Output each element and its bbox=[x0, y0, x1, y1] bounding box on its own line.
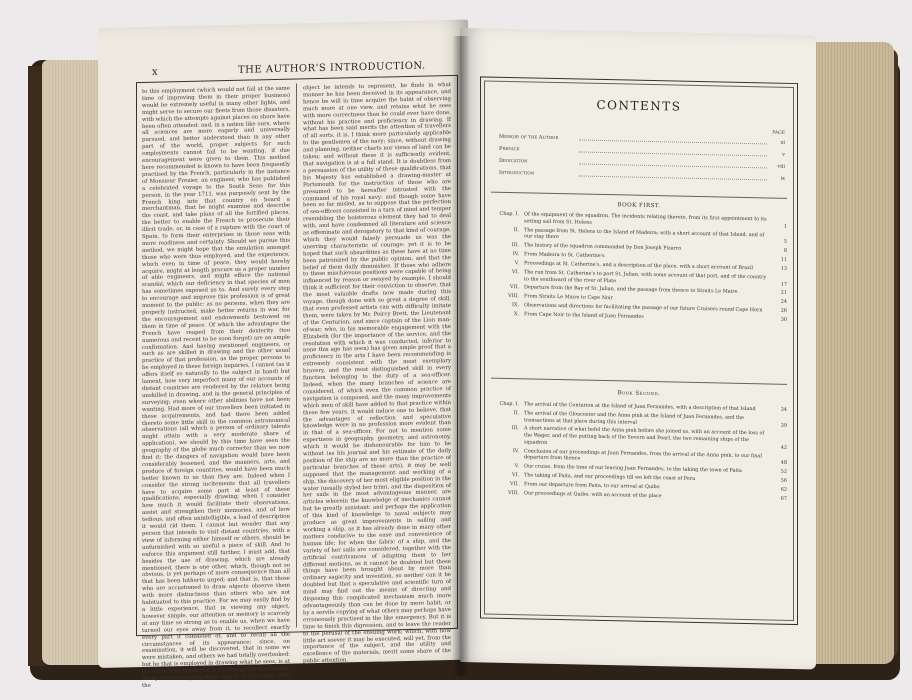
chapter-number: III. bbox=[511, 242, 519, 249]
chapter-page: 52 bbox=[780, 469, 787, 476]
chapter-title: Our proceedings at Quibo, with an account of the place bbox=[524, 490, 662, 500]
chapter-title: A short narrative of what befel the Anna pink before she joined us, with an account of the loss of the Wager, and of the putting back of the Severn and Pearl, the two remaining ships of the squadron bbox=[524, 425, 765, 446]
text-frame bbox=[136, 75, 458, 689]
chapter-number: VII. bbox=[510, 481, 519, 488]
chapter-page: 21 bbox=[780, 290, 787, 297]
leader-dots bbox=[579, 139, 767, 144]
chapter-title: The passage from St. Helens to the Island of Madeira; with a short account of that Island, and of our stay there bbox=[524, 226, 765, 241]
chapter-page: 39 bbox=[780, 422, 787, 429]
front-matter-list bbox=[499, 132, 785, 186]
book-two-heading: Book Second. bbox=[617, 390, 661, 398]
leader-dots bbox=[579, 151, 767, 156]
chapter-title: From Madeira to St. Catherine's bbox=[524, 251, 605, 260]
chapter-title: From Straits Le Maire to Cape Noir bbox=[524, 293, 613, 302]
leader-dots bbox=[579, 175, 767, 180]
chapter-number: VII. bbox=[510, 284, 519, 291]
book-one-chapters bbox=[491, 211, 787, 326]
chapter-number: II. bbox=[513, 410, 519, 417]
chapter-number: V. bbox=[514, 463, 519, 470]
book-one-heading: BOOK FIRST. bbox=[617, 202, 661, 210]
chapter-number: VIII. bbox=[508, 490, 519, 497]
chapter-title: Of the equipment of the squadron. The incidents relating thereto, from its first appointment to its setting sail from St. Helens bbox=[524, 211, 767, 226]
book-two-chapters bbox=[491, 401, 787, 505]
chapter-title: Our cruise, from the time of our leaving Juan Fernandes, to the taking the town of Paita bbox=[524, 463, 742, 475]
front-matter-page: viii bbox=[777, 163, 785, 170]
leader-dots bbox=[579, 163, 767, 168]
chapter-number: VI. bbox=[511, 268, 519, 276]
chapter-page: 42 bbox=[780, 444, 787, 451]
chapter-title: Observations and directions for facilitating the passage of our future Cruisers round Cape Horn bbox=[524, 302, 763, 314]
chapter-title: Conclusion of our proceedings at Juan Fernandes, from the arrival of the Anna pink, to our final departure from thence bbox=[524, 448, 762, 463]
text-column-left: to this employment (which would not fail at the same time of improving them in their proper business) would be extremely useful in many other lights, and might serve to secure our fleets from those disasters, with which the attempts against places on shore have been often attended: and, in a nation like ours, where all sciences are more eagerly and universally pursued, and better understood than in any other part of the world, proper subjects for such employments cannot fail to be wanting, if due encouragement were given to them. This method here recommended is known to have been frequently practised by the French, particularly in the instance of Monsieur Frezier, an engineer, who has published a celebrated voyage to the South Seas: for this person, in the year 1711, was purposely sent by the French king into that country on board a merchantman, that he might examine and describe the coast, and take plans of all the fortified places, the better to enable the French to prosecute their illicit trade, or, in case of a rupture with the court of Spain, to form their enterprises in those seas with more readiness and certainty. Should we pursue this method, we might hope that the emulation amongst those who were thus employed, and the experience, which even in time of peace, they would hereby acquire, might at length procure us a proper number of able engineers, and might efface the national scandal, which our deficiency in that species of men has sometimes exposed us to. And surely every step to encourage and improve this profession is of great moment to the public: as no persons, when they are properly instructed, make better returns in war, for the encouragement and endowments bestowed on them in time of peace. Of which the advantages the French have reaped from their dexterity (too numerous and recent to be soon forgot) are an ample confirmation. And having mentioned engineers, or such as are skilled in drawing and the other usual practice of that profession, as the proper persons to be employed in these foreign inquiries, I cannot (as it offers itself so naturally to the subject in hand) but lament, how very imperfect many of our accounts of distant countries are rendered by the relators being unskilled in drawing, and in the general principles of surveying; even where other abilities have not been wanting. Had more of our travellers been initiated in these acquirements, and had there been added thereto some little skill in the common astronomical observations (all which a person of ordinary talents might attain with a very moderate share of application), we should by this time have seen the geography of the globe much correcter than we now find it; the dangers of navigation would have been considerably lessened, and the manners, arts, and produce of foreign countries, would have been much better known to us than they are. Indeed when I consider the strong incitements that all travellers have to acquire some part at least of these qualifications, especially drawing; when I consider how much it would facilitate their observations, assist and strengthen their memories, and of how tedious, and often unintelligible, a load of description it would rid them, I cannot but wonder that any person that intends to visit distant countries, with a view of informing either himself or others, should be unfurnished with so useful a piece of skill. And to enforce this argument still further, I must add, that besides the use of drawing, which are already mentioned, there is one other, which, though not so obvious, is yet perhaps of more consequence than all that has been hitherto urged; and that is, that those who are accustomed to draw objects observe them with more distinctness than others who are not habituated to this practice. For we may easily find by a little experience, that in viewing any object, however simple, our attention or memory is scarcely at any time so strong as to enable us, when we have turned our eyes away from it, to recollect exactly every part it consisted of, and to recall all the circumstances of its appearance; since, on examination, it will be discovered, that in some we were mistaken, and others we had totally overlooked: but he that is employed in drawing what he sees, is at the same time employed in rectifying this inattention; for by confronting his ideas copied on the paper, with the bbox=[142, 85, 290, 689]
running-title: THE AUTHOR'S INTRODUCTION. bbox=[238, 60, 426, 76]
chapter-number: V. bbox=[514, 260, 519, 267]
chapter-title: The arrival of the Gloucester and the Anna pink at the Island of Juan Fernandes, and the transactions at that place during this interval bbox=[524, 410, 744, 426]
chapter-page: 26 bbox=[780, 307, 787, 315]
chapter-number: IX. bbox=[512, 302, 519, 309]
right-page bbox=[460, 28, 816, 669]
chapter-page: 24 bbox=[780, 299, 787, 306]
contents-frame bbox=[480, 76, 798, 625]
chapter-page: 11 bbox=[780, 256, 787, 263]
chapter-number: IV. bbox=[512, 447, 519, 455]
front-matter-label: Dedication bbox=[499, 157, 528, 165]
chapter-title: Proceedings at St. Catherine's, and a description of the place, with a short account of Brazil bbox=[524, 260, 753, 272]
chapter-page: 1 bbox=[783, 223, 787, 230]
chapter-number: VIII. bbox=[508, 293, 519, 300]
chapter-page: 62 bbox=[780, 486, 787, 494]
chapter-page: 48 bbox=[780, 460, 787, 467]
chapter-page: 17 bbox=[780, 281, 787, 288]
front-matter-page: xi bbox=[780, 139, 785, 146]
front-matter-page: ix bbox=[780, 175, 785, 182]
right-page-block bbox=[812, 42, 894, 664]
chapter-title: The history of the squadron commanded by Don Joseph Pizarro bbox=[524, 242, 682, 252]
chapter-number: X. bbox=[513, 311, 519, 318]
column-rule bbox=[296, 83, 297, 627]
chapter-number: III. bbox=[511, 425, 519, 432]
page-column-label: PAGE bbox=[772, 130, 785, 136]
chapter-title: The run from St. Catherine's to port St. Julian, with some account of that port, and of the country to the southward of the river of Plate bbox=[524, 269, 767, 284]
front-matter-label: Introduction bbox=[499, 169, 535, 177]
chapter-title: The taking of Paita, and our proceedings till we left the coast of Peru bbox=[524, 472, 696, 483]
chapter-title: The arrival of the Centurion at the Island of Juan Fernandes, with a description of that Island bbox=[524, 401, 756, 413]
chapter-title: Departure from the Bay of St. Julian, and the passage from thence to Straits Le Maire bbox=[524, 284, 738, 296]
chapter-page: 56 bbox=[780, 477, 787, 485]
front-matter-label: Preface bbox=[499, 145, 520, 153]
front-matter-page: v bbox=[782, 151, 785, 158]
chapter-number: Chap. I. bbox=[499, 210, 519, 218]
chapter-number: IV. bbox=[512, 251, 519, 258]
chapter-page: 13 bbox=[780, 265, 787, 272]
book-gutter bbox=[452, 36, 470, 676]
front-matter-label: Memoir of the Author bbox=[499, 133, 559, 142]
chapter-title: From Cape Noir to the Island of Juan Fernandes bbox=[524, 311, 644, 320]
contents-title: CONTENTS bbox=[596, 97, 682, 114]
chapter-number: Chap. I. bbox=[499, 400, 519, 408]
chapter-page: 67 bbox=[780, 495, 787, 502]
text-column-right: object he intends to represent, he finds in what manner he has been deceived in its appearance, and hence he will in time acquire the habit of observing much more at one view, and retains what he sees with more correctness than he could ever have done, without his practice and proficiency in drawing. If what has been said merits the attention of travellers of all sorts, it is, I think more particularly applicable to the gentlemen of the navy; since, without drawing and planning, neither charts nor views of land can be taken; and without these it is sufficiently evident, that navigation is at a full stand. It is doubtless from a persuasion of the utility of these qualifications, that his Majesty has established a drawing-master at Portsmouth for the instruction of those who are presumed to be hereafter intrusted with the command of his royal navy: and though some have been so far misled, as to suppose that the perfection of sea-officers consisted in a turn of mind and temper resembling the boisterous element they had to deal with, and have condemned all literature and science as effeminate and derogatory to that kind of courage, which they would falsely persuade us was the unerring characteristic of courage: yet it is to be hoped that such absurdities as these have at no time been patronized by the public opinion, and that the belief of them daily diminishes. If those who adhere to these mischievous positions were capable of being influenced by reason or swayed by example, I should think it sufficient for their conviction to observe, that the most valuable drafts now made during this voyage, though done with so great a degree of skill, that even professed artists can with difficulty imitate them, were taken by Mr. Peircy Brett, the Lieutenant of the Centurion, and since captain of the Lion man-of-war; who, in his memorable engagement with the Elizabeth (for the importance of the service, and the resolution with which it was conducted, inferior to none this age has seen) has given ample proof that a proficiency in the arts I have been recommending is extremely consistent with the most exemplary bravery, and the most distinguished skill in every function belonging to the duty of a sea-officer. Indeed, when the many branches of science are considered, of which even the common practice of navigation is composed, and the many improvements which men of skill have added to that practice within these few years, it would induce one to believe, that the advantages of reflection and speculative knowledge were in no profession more evident than in that of a sea-officer. For not to mention some expertness in geography, geometry, and astronomy, which it would be dishonourable for him to be without (as his journal and his estimate of the daily position of the ship are no more than the practice of particular branches of these arts), it may be well supposed that the management and working of a ship, the discovery of her most eligible position in the water (usually styled her trim), and the disposition of her sails in the most advantageous manner, are articles wherein the knowledge of mechanics cannot but be greatly assistant: and perhaps the application of this kind of knowledge to naval subjects may produce as great improvements in sailing and working a ship, as it has already done in many other matters conducive to the ease and convenience of human life; for when the fabric of a ship, and the variety of her sails are considered, together with the artificial contrivances of adapting them to her different motions, as it cannot be doubted but these things have been brought about by more than ordinary sagacity and invention, so neither can it be doubted but that a speculative and scientific turn of mind may find out the means of directing and disposing this complicated mechanism much more advantageously than can be done by mere habit, or by a servile copying of what others may perhaps have erroneously practised in the like emergency. But it is time to finish this digression, and to leave the reader to the perusal of the ensuing work; which, with how little art soever it may be executed, will yet, from the importance of the subject, and the utility and excellence of the materials, merit some share of the public attention. bbox=[303, 81, 451, 665]
left-page bbox=[98, 20, 468, 689]
chapter-number: VI. bbox=[511, 472, 519, 479]
chapter-page: 8 bbox=[783, 247, 787, 255]
chapter-page: 34 bbox=[780, 406, 787, 413]
chapter-page: 5 bbox=[783, 239, 787, 246]
page-number: x bbox=[152, 66, 159, 78]
chapter-page: 30 bbox=[780, 316, 787, 323]
chapter-title: From our departure from Paita, to our arrival at Quibo bbox=[524, 481, 660, 491]
chapter-number: II. bbox=[513, 226, 519, 233]
